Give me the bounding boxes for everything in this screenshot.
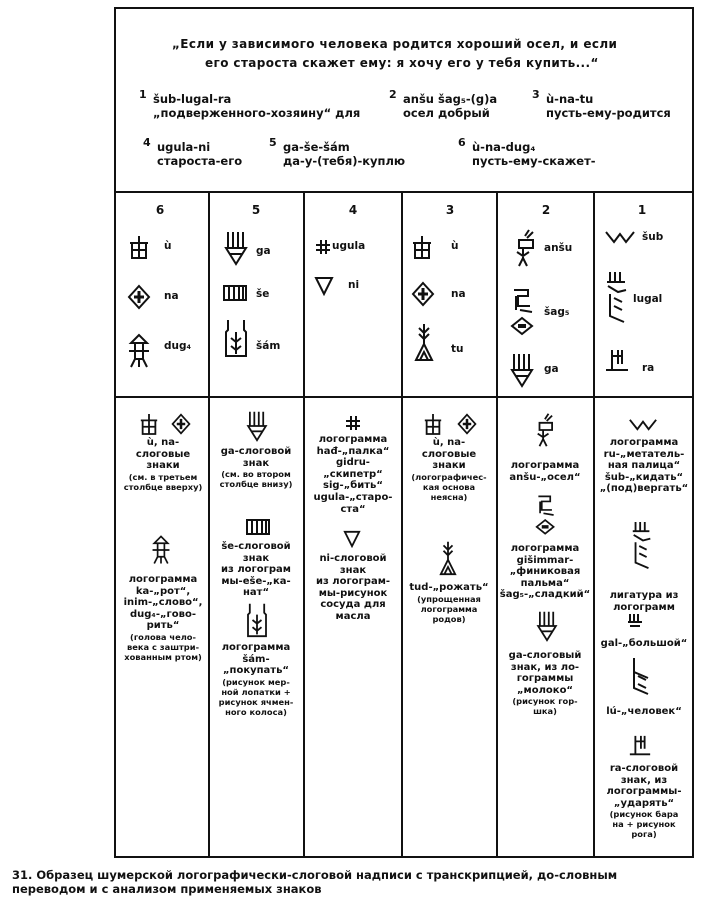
sign-na-icon <box>411 281 435 307</box>
exp-line: šag₅-„сладкий“ <box>499 589 591 601</box>
sign-ni-icon <box>314 276 334 296</box>
exp-note: (рисунок мер- <box>222 676 290 687</box>
sign-reading: ù <box>451 240 459 252</box>
exp-line: логограммы- <box>606 786 682 798</box>
word-sumerian: ga-še-šám <box>283 140 350 154</box>
exp-line: знак, из <box>620 774 668 786</box>
exp-note: столбце вверху) <box>123 481 203 492</box>
word-number: 6 <box>458 136 466 149</box>
sign-ga-icon <box>536 610 558 642</box>
sign-reading: na <box>164 290 179 302</box>
sign-dug-icon <box>150 534 172 566</box>
exp-line: знаки <box>432 460 466 472</box>
exp-note: века с заштри- <box>126 641 200 652</box>
exp-line: лигатура из <box>609 590 679 601</box>
exp-line: „молоко“ <box>516 684 574 696</box>
explanation-col2-c <box>498 650 592 716</box>
sign-lu-icon <box>630 656 652 696</box>
exp-line: логограмма <box>128 574 198 585</box>
column-divider <box>401 191 403 858</box>
exp-line: ù, na- <box>432 437 466 448</box>
explanation-col4-b <box>305 553 401 623</box>
sign-reading: lugal <box>633 293 663 305</box>
sign-se-icon <box>222 284 248 302</box>
sign-sub-icon <box>628 416 658 433</box>
word-4 <box>143 136 243 168</box>
column-number-2: 2 <box>541 203 551 217</box>
sign-se-icon <box>245 518 271 536</box>
exp-line: сосуда для <box>320 599 386 611</box>
exp-line: sig-„бить“ <box>323 480 383 492</box>
explanation-col2-b <box>498 543 592 601</box>
signs-divider <box>114 396 694 398</box>
explanation-col2-a <box>498 460 592 483</box>
exp-line: нат“ <box>242 587 270 599</box>
exp-line: gišimmar- <box>516 554 574 566</box>
exp-note: (см. в третьем <box>128 471 198 482</box>
sign-ra-icon <box>628 734 652 758</box>
exp-line: гограммы <box>516 673 574 685</box>
sign-lugal-icon <box>630 520 654 572</box>
exp-line: логограмма <box>510 460 580 471</box>
exp-note: (рисунок гор- <box>512 696 578 707</box>
exp-line: мы-рисунок <box>318 587 388 599</box>
exp-line: ga-слоговой <box>220 446 292 457</box>
sign-ansu-icon <box>530 412 558 448</box>
word-6 <box>458 136 596 168</box>
sign-ugula-icon <box>344 414 362 432</box>
sign-reading: šám <box>256 340 281 352</box>
exp-line: inim-„слово“, <box>123 597 203 609</box>
exp-line: ga-слоговый <box>508 650 582 661</box>
exp-line: знак <box>242 552 270 564</box>
exp-line: ru-„метатель- <box>603 448 685 460</box>
exp-note: ной лопатки + <box>221 686 291 697</box>
column-number-5: 5 <box>251 203 261 217</box>
exp-line: логограмма <box>318 434 388 445</box>
sign-reading: na <box>451 288 466 300</box>
word-number: 5 <box>269 136 277 149</box>
exp-line: „(под)вергать“ <box>599 483 689 495</box>
exp-line: знак, из ло- <box>510 661 580 673</box>
sign-u-icon <box>128 234 150 260</box>
exp-note: на + рисунок <box>612 819 676 830</box>
sign-u-icon <box>139 412 159 436</box>
explanation-col6-a <box>118 437 208 492</box>
sign-ansu-icon <box>509 228 539 268</box>
exp-line: dug₄-„гово- <box>130 608 196 620</box>
word-gloss: „подверженного-хозяину“ для <box>153 106 361 120</box>
sign-dug-icon <box>126 333 152 369</box>
exp-line: lú-„человек“ <box>606 706 682 717</box>
column-number-6: 6 <box>155 203 165 217</box>
exp-line: масла <box>335 610 371 622</box>
word-gloss: пусть-ему-родится <box>546 106 671 120</box>
figure-caption: 31. Образец шумерской логографически-слоговой надписи с транскрипцией, до-словным переводом и с анализом применяемых знаков <box>12 868 618 896</box>
word-sumerian: šub-lugal-ra <box>153 92 232 106</box>
exp-line: знаки <box>146 460 180 472</box>
exp-line: še-слоговой <box>221 541 291 552</box>
word-number: 2 <box>389 88 397 101</box>
explanation-col4-a <box>305 434 401 515</box>
sign-sub-icon <box>604 228 636 246</box>
exp-note: (логографичес- <box>411 471 487 482</box>
explanation-col5-a <box>210 446 302 489</box>
exp-line: šub-„кидать“ <box>604 471 684 483</box>
exp-line: рить“ <box>146 620 180 632</box>
column-number-4: 4 <box>348 203 358 217</box>
sign-reading: še <box>256 288 270 300</box>
exp-line: šám- <box>242 653 270 665</box>
exp-line: ni-слоговой <box>319 553 387 564</box>
exp-line: из логограм- <box>315 576 391 588</box>
header-divider <box>114 191 694 193</box>
exp-line: ugula-„старо- <box>313 491 393 503</box>
explanation-col1-b2 <box>595 638 693 650</box>
explanation-col3-b <box>403 582 495 624</box>
exp-line: tud-„рожать“ <box>409 582 489 593</box>
sign-ni-icon <box>343 530 361 548</box>
exp-line: „ударять“ <box>613 797 675 809</box>
exp-line: ная палица“ <box>607 460 681 472</box>
explanation-col3-a <box>403 437 495 502</box>
column-divider <box>208 191 210 858</box>
explanation-col5-b <box>210 541 302 599</box>
sign-reading: ra <box>642 362 655 374</box>
sign-sag-icon <box>535 494 557 536</box>
quote-line-1: „Если у зависимого человека родится хороший осел, и если <box>172 37 618 51</box>
sign-na-icon <box>127 284 151 310</box>
word-2 <box>389 88 498 120</box>
column-divider <box>496 191 498 858</box>
sign-ga-icon <box>510 352 534 388</box>
exp-line: мы-еše-„ка- <box>221 575 291 587</box>
explanation-col5-c <box>210 642 302 717</box>
sign-reading: ga <box>256 245 271 257</box>
table-frame <box>114 7 694 858</box>
sign-u-icon <box>411 234 433 260</box>
exp-line: логограмма <box>609 437 679 448</box>
exp-line: логограмма <box>510 543 580 554</box>
word-gloss: осел добрый <box>403 106 490 120</box>
sign-ra-icon <box>604 348 630 374</box>
column-number-3: 3 <box>445 203 455 217</box>
exp-line: „финиковая <box>509 566 581 578</box>
exp-line: anšu-„осел“ <box>509 471 581 483</box>
sign-reading: šag₅ <box>544 306 570 318</box>
sign-ga-icon <box>246 410 268 442</box>
exp-note: неясна) <box>430 491 468 502</box>
word-gloss: пусть-ему-скажет- <box>472 154 596 168</box>
exp-line: логограмм <box>613 601 675 613</box>
sign-na-icon <box>170 413 192 435</box>
column-number-1: 1 <box>637 203 647 217</box>
sign-sag-icon <box>510 288 536 336</box>
sign-reading: tu <box>451 343 464 355</box>
sign-ugula-icon <box>314 238 332 256</box>
sign-tu-icon <box>413 322 435 362</box>
word-gloss: да-у-(тебя)-куплю <box>283 154 406 168</box>
exp-note: (упрощенная <box>417 593 481 604</box>
explanation-col1-b3 <box>595 706 693 718</box>
explanation-col1-b <box>595 590 693 613</box>
sign-u-icon <box>423 412 443 436</box>
exp-line: ù, na- <box>146 437 180 448</box>
sign-ga-icon <box>224 230 248 266</box>
exp-line: ra-слоговой <box>609 763 679 774</box>
word-sumerian: ù-na-tu <box>546 92 594 106</box>
exp-line: знак <box>339 564 367 576</box>
exp-note: рога) <box>631 829 657 840</box>
sign-na-icon <box>456 413 478 435</box>
word-number: 4 <box>143 136 151 149</box>
exp-note: (рисунок бара <box>609 809 679 820</box>
exp-note: шка) <box>533 706 557 717</box>
exp-line: gidru- <box>336 457 370 469</box>
exp-note: (см. во втором <box>221 469 291 480</box>
exp-line: слоговые <box>135 448 191 460</box>
exp-note: ного колоса) <box>225 706 287 717</box>
sign-reading: ga <box>544 363 559 375</box>
exp-line: „покупать“ <box>222 665 289 677</box>
word-number: 3 <box>532 88 540 101</box>
exp-line: hađ-„палка“ <box>316 445 390 457</box>
sign-reading: ugula <box>332 240 366 252</box>
sign-reading: ni <box>348 279 360 291</box>
exp-note: столбце внизу) <box>219 479 293 490</box>
exp-note: родов) <box>432 613 466 624</box>
exp-note: хованным ртом) <box>124 651 202 662</box>
exp-note: (голова чело- <box>130 631 196 642</box>
word-gloss: староста-его <box>157 154 243 168</box>
sign-sam-icon <box>246 602 268 638</box>
column-divider <box>593 191 595 858</box>
word-sumerian: ù-na-dug₄ <box>472 140 536 154</box>
word-number: 1 <box>139 88 147 101</box>
exp-line: из логограм <box>221 564 291 576</box>
word-sumerian: anšu šag₅-(g)a <box>403 92 498 106</box>
sign-reading: anšu <box>544 242 573 254</box>
exp-note: кая основа <box>422 481 476 492</box>
explanation-col1-a <box>595 437 693 495</box>
word-1 <box>139 88 361 120</box>
column-divider <box>303 191 305 858</box>
exp-note: рисунок ячмен- <box>218 696 294 707</box>
exp-note: логограмма <box>420 603 478 614</box>
exp-line: ста“ <box>340 503 366 515</box>
sign-gal-icon <box>626 612 644 630</box>
word-3 <box>532 88 671 120</box>
exp-line: логограмма <box>221 642 291 653</box>
sign-tu-icon <box>438 540 458 576</box>
sign-reading: dug₄ <box>164 340 192 352</box>
exp-line: пальма“ <box>520 577 570 589</box>
exp-line: знак <box>242 457 270 469</box>
explanation-col1-c <box>595 763 693 839</box>
explanation-col6-b <box>118 574 208 662</box>
exp-line: gal-„большой“ <box>600 638 688 649</box>
sign-reading: šub <box>642 231 664 243</box>
quote-line-2: его староста скажет ему: я хочу его у тебя купить...“ <box>205 56 599 70</box>
word-sumerian: ugula-ni <box>157 140 211 154</box>
exp-line: ka-„рот“, <box>135 585 191 597</box>
sign-lugal-icon <box>604 270 630 326</box>
exp-line: „скипетр“ <box>323 468 383 480</box>
word-5 <box>269 136 406 168</box>
exp-line: слоговые <box>421 448 477 460</box>
sign-reading: ù <box>164 240 172 252</box>
sign-sam-icon <box>224 318 248 358</box>
